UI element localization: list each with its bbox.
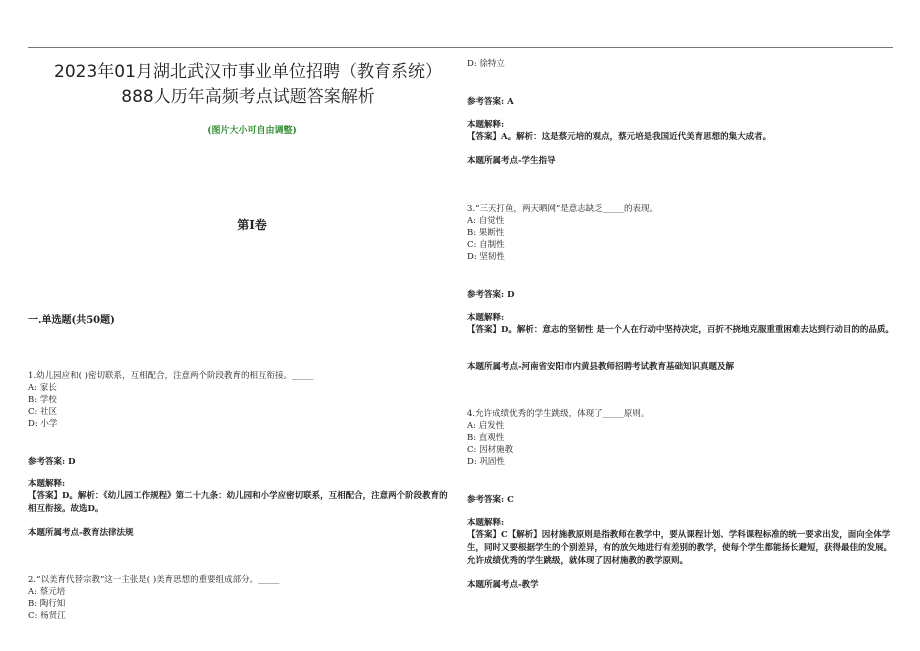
question-option: A: 启发性 (467, 421, 505, 431)
page-title-line1: 2023年01月湖北武汉市事业单位招聘（教育系统） (54, 62, 442, 82)
question-option: C: 杨贤江 (28, 611, 66, 621)
analysis-label: 本题解释: (467, 313, 505, 323)
analysis-text: 【答案】A。解析：这是蔡元培的观点，蔡元培是我国近代美育思想的集大成者。 (467, 132, 772, 142)
question-option: D: 坚韧性 (467, 252, 505, 262)
reference-answer: 参考答案: A (467, 97, 514, 107)
analysis-label: 本题解释: (467, 120, 505, 130)
question-option: A: 自觉性 (467, 216, 505, 226)
image-size-note: (图片大小可自由调整) (207, 126, 297, 136)
question-option: C: 因材施教 (467, 445, 514, 455)
question-stem: 3.“三天打鱼，两天晒网”是意志缺乏_____的表现。 (467, 204, 659, 214)
page-title-line2: 888人历年高频考点试题答案解析 (121, 87, 375, 107)
question-option: D: 徐特立 (467, 59, 505, 69)
question-stem: 1.幼儿园应和( )密切联系，互相配合，注意两个阶段教育的相互衔接。_____ (28, 371, 314, 381)
header-rule (28, 47, 893, 48)
knowledge-point: 本题所属考点-教学 (467, 580, 539, 590)
question-option: B: 果断性 (467, 228, 505, 238)
question-option: A: 蔡元培 (28, 587, 66, 597)
question-option: C: 自制性 (467, 240, 505, 250)
question-option: B: 直观性 (467, 433, 505, 443)
question-option: D: 巩固性 (467, 457, 505, 467)
knowledge-point: 本题所属考点-学生指导 (467, 156, 556, 166)
question-option: B: 学校 (28, 395, 57, 405)
volume-heading: 第I卷 (237, 218, 267, 232)
analysis-label: 本题解释: (467, 518, 505, 528)
question-stem: 4.允许成绩优秀的学生跳级，体现了_____原则。 (467, 409, 650, 419)
question-option: D: 小学 (28, 419, 58, 429)
analysis-text: 【答案】D。解析：意志的坚韧性 是一个人在行动中坚持决定，百折不挠地克服重重困难去达到行动目的的品质。 (467, 325, 894, 335)
analysis-text: 【答案】C【解析】因材施教原则是指教师在教学中，要从课程计划、学科课程标准的统一要求出发，面向全体学生，同时又要根据学生的个别差异，有的放矢地进行有差别的教学，使每个学生都能扬长避短，获得最佳的发展。允许成绩优秀的学生跳级，就体现了因材施教的教学原则。 (467, 530, 893, 566)
knowledge-point: 本题所属考点-教育法律法规 (28, 528, 134, 538)
question-option: A: 家长 (28, 383, 57, 393)
reference-answer: 参考答案: C (467, 495, 514, 505)
question-option: B: 陶行知 (28, 599, 66, 609)
reference-answer: 参考答案: D (28, 457, 76, 467)
question-stem: 2.“以美育代替宗教”这一主张是( )美育思想的重要组成部分。_____ (28, 575, 280, 585)
analysis-label: 本题解释: (28, 479, 66, 489)
question-option: C: 社区 (28, 407, 58, 417)
section-heading: 一.单选题(共50题) (28, 315, 115, 326)
knowledge-point: 本题所属考点-河南省安阳市内黄县教师招聘考试教育基础知识真题及解 (467, 362, 735, 372)
analysis-text: 【答案】D。解析：《幼儿园工作规程》第二十九条：幼儿园和小学应密切联系，互相配合，注意两个阶段教育的相互衔接。故选D。 (28, 491, 448, 514)
reference-answer: 参考答案: D (467, 290, 515, 300)
